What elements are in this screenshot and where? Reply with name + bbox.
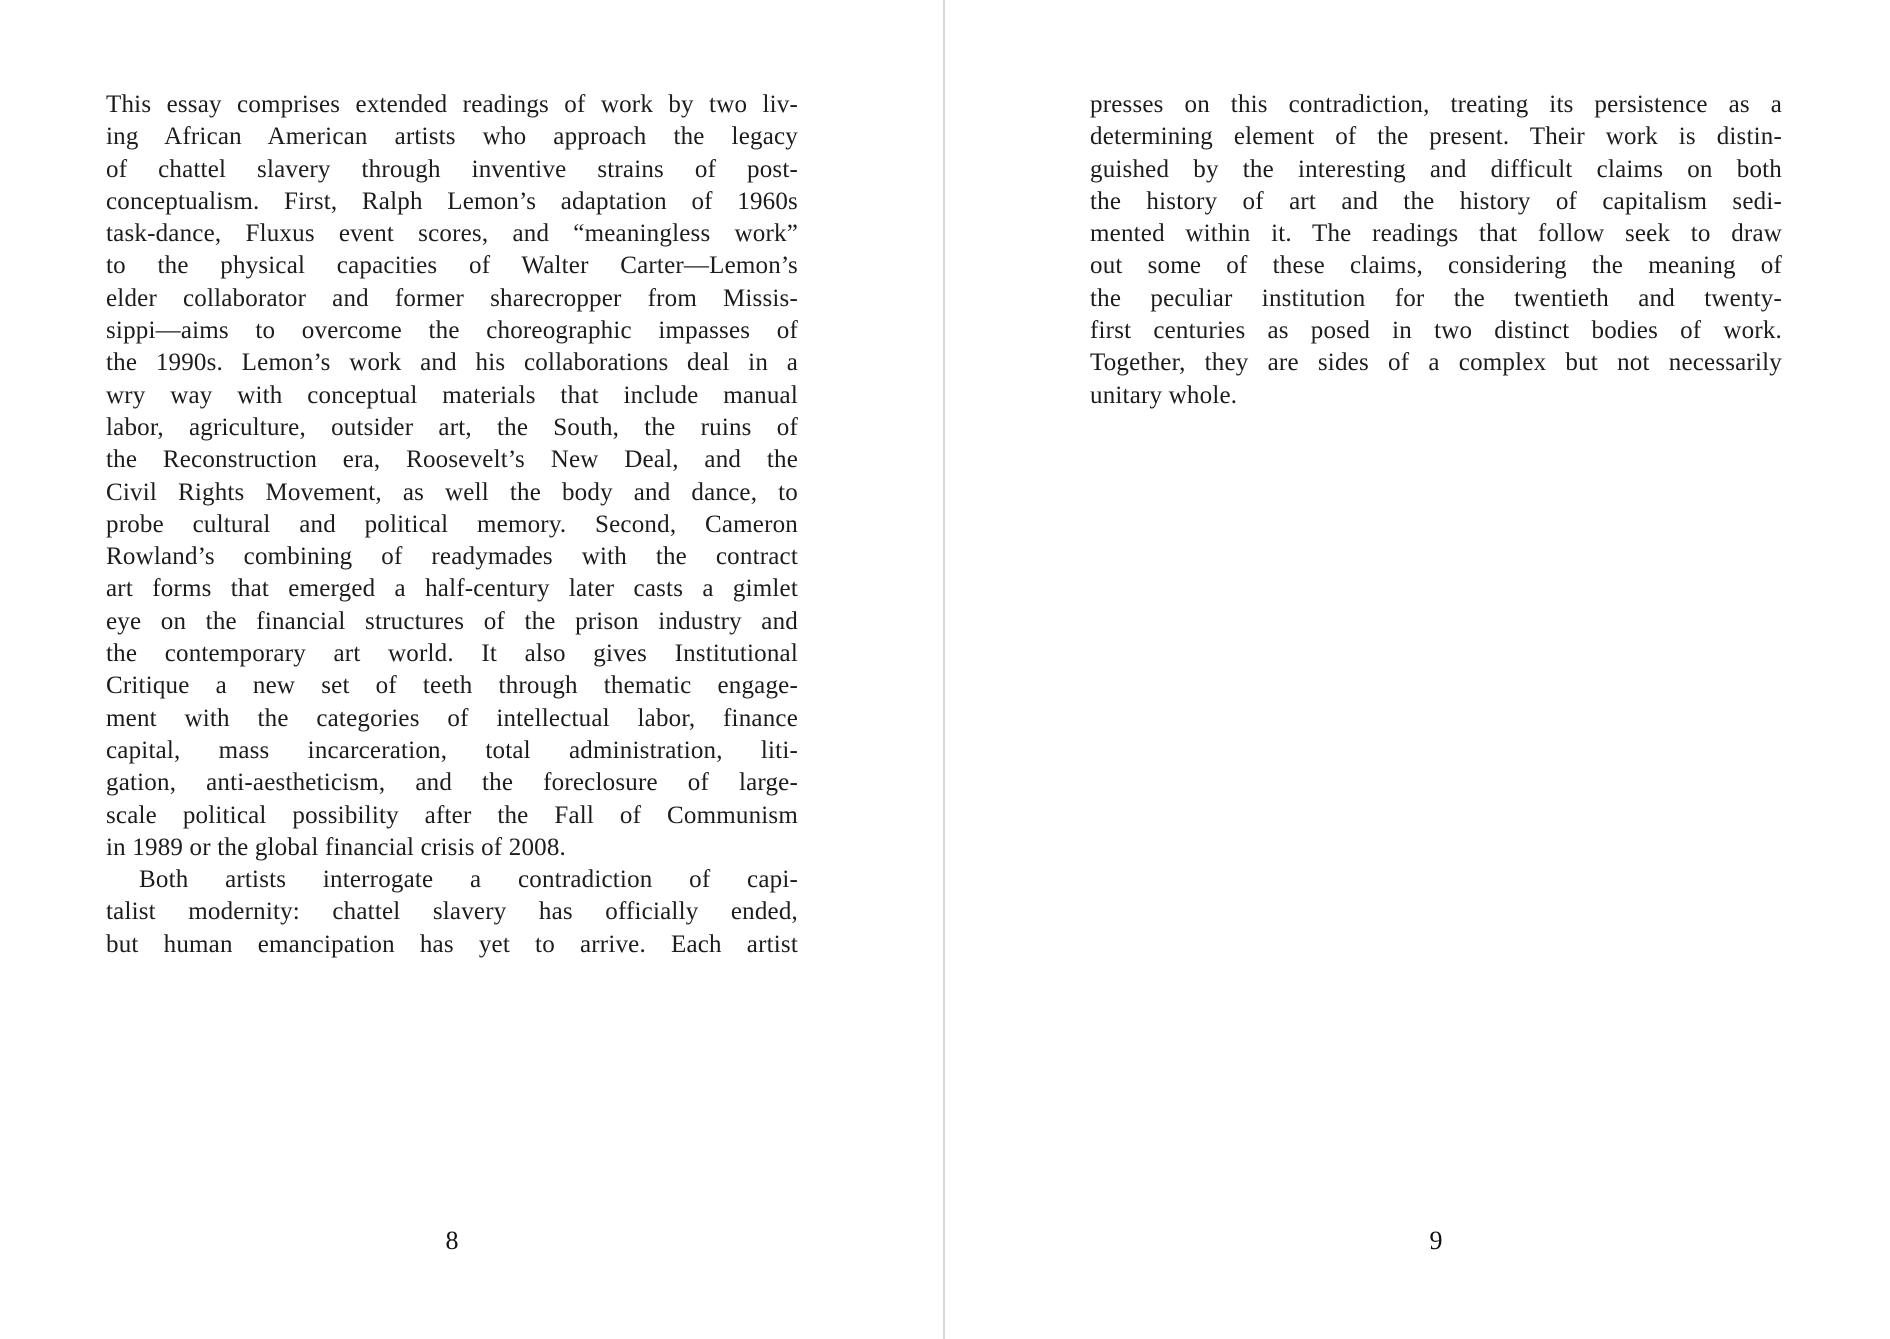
- text-line: talist modernity: chattel slavery has officially ended,: [106, 898, 798, 926]
- text-line: of chattel slavery through inventive strains of post-: [106, 155, 798, 183]
- text-line: scale political possibility after the Fall of Communism: [106, 801, 798, 829]
- text-line: mented within it. The readings that follow seek to draw: [1090, 220, 1782, 248]
- page-left-number: 8: [445, 1226, 459, 1255]
- text-line: guished by the interesting and difficult claims on both: [1090, 155, 1782, 183]
- text-line: the Reconstruction era, Roosevelt’s New Deal, and the: [106, 446, 798, 474]
- text-line: presses on this contradiction, treating its persistence as a: [1090, 91, 1782, 118]
- text-line: the 1990s. Lemon’s work and his collaborations deal in a: [106, 349, 798, 377]
- text-line: art forms that emerged a half-century later casts a gimlet: [106, 575, 798, 603]
- text-line: Both artists interrogate a contradiction of capi-: [139, 866, 798, 894]
- text-line: to the physical capacities of Walter Carter—Lemon’s: [106, 252, 798, 280]
- text-line: in 1989 or the global financial crisis of 2008.: [106, 833, 566, 861]
- text-line: Critique a new set of teeth through thematic engage-: [106, 672, 798, 700]
- text-line: task-dance, Fluxus event scores, and “meaningless work”: [106, 220, 798, 248]
- text-line: but human emancipation has yet to arrive. Each artist: [106, 930, 798, 958]
- page-right-number: 9: [1429, 1226, 1443, 1255]
- text-line: This essay comprises extended readings of work by two liv-: [106, 91, 798, 118]
- text-line: elder collaborator and former sharecropper from Missis-: [106, 284, 798, 312]
- text-line: determining element of the present. Their work is distin-: [1090, 123, 1782, 151]
- text-line: conceptualism. First, Ralph Lemon’s adaptation of 1960s: [106, 187, 798, 215]
- text-line: unitary whole.: [1090, 381, 1238, 409]
- text-line: the peculiar institution for the twentieth and twenty-: [1090, 284, 1782, 312]
- page-right-text: [1090, 89, 1782, 412]
- text-line: Together, they are sides of a complex but not necessarily: [1090, 349, 1782, 377]
- text-line: ment with the categories of intellectual labor, finance: [106, 704, 798, 732]
- paragraph: [1090, 89, 1782, 412]
- text-line: wry way with conceptual materials that include manual: [106, 381, 798, 409]
- text-line: Civil Rights Movement, as well the body and dance, to: [106, 478, 798, 506]
- paragraph: [106, 89, 798, 864]
- text-line: first centuries as posed in two distinct bodies of work.: [1090, 317, 1782, 345]
- text-line: capital, mass incarceration, total administration, liti-: [106, 736, 798, 764]
- text-line: eye on the financial structures of the prison industry and: [106, 607, 798, 635]
- text-line: the contemporary art world. It also gives Institutional: [106, 640, 798, 668]
- page-gutter-divider: [943, 0, 945, 1339]
- text-line: out some of these claims, considering the meaning of: [1090, 252, 1782, 280]
- text-line: sippi—aims to overcome the choreographic impasses of: [106, 317, 798, 345]
- text-line: probe cultural and political memory. Second, Cameron: [106, 510, 798, 538]
- text-line: ing African American artists who approach the legacy: [106, 123, 798, 151]
- text-line: labor, agriculture, outsider art, the South, the ruins of: [106, 413, 798, 441]
- page-left-text: [106, 89, 798, 961]
- text-line: the history of art and the history of capitalism sedi-: [1090, 187, 1782, 215]
- text-line: Rowland’s combining of readymades with the contract: [106, 543, 798, 571]
- text-line: gation, anti-aestheticism, and the foreclosure of large-: [106, 769, 798, 797]
- paragraph: [106, 864, 798, 961]
